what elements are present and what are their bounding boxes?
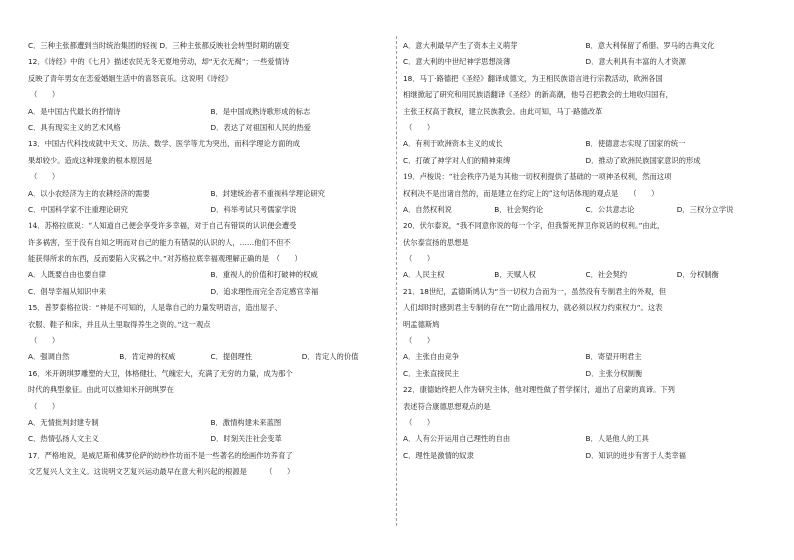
q14-option-b: B．重视人的价值和打破神的权威: [210, 270, 318, 280]
q21-answer-blank: （ ）: [405, 336, 435, 346]
q14-stem-cont: 许多祸害，至于没有自知之明而对自己的能力有错误的认识的人，……他们不但不: [28, 237, 291, 247]
q17-stem: 17．严格地说，是威尼斯和佛罗伦萨的纺纱作坊而不是一些著名的绘画作坊养育了: [28, 450, 293, 460]
q13-option-c: C．中国科学家不注重理论研究: [28, 204, 128, 214]
q15-stem: 15．普罗泰格拉说：“神是不可知的，人是靠自己的力量发明语言，造出屋子、: [28, 303, 282, 313]
q13-answer-blank: （ ）: [30, 172, 60, 182]
q13-options-ab: [28, 186, 393, 202]
q12-options-cd: [28, 120, 393, 136]
q15-option-c: C．提倡理性: [210, 352, 253, 362]
q22-answer-blank: （ ）: [405, 417, 435, 427]
q16-option-c: C．热情弘扬人文主义: [28, 434, 99, 444]
q21-stem-end: 明孟德斯鸠: [403, 319, 440, 329]
q19-option-c: C．公共意志论: [585, 204, 635, 214]
q16-option-a: A．无情批判封建专制: [28, 417, 99, 427]
q21-options-ab: [403, 349, 768, 365]
q12-stem: 12．《诗经》中的《七月》描述农民无冬无夏地劳动，却“无衣无褐”；一些爱情诗: [28, 57, 290, 67]
q13-option-b: B．封建统治者不重视科学理论研究: [210, 188, 325, 198]
q22-option-b: B．人是他人的工具: [585, 434, 649, 444]
q20-option-a: A．人民主权: [403, 270, 445, 280]
q12-options-ab: [28, 104, 393, 120]
q16-answer-blank: （ ）: [30, 401, 60, 411]
q12-option-d: D．表达了对祖国和人民的热爱: [210, 122, 311, 132]
q16-option-d: D．时刻关注社会变革: [210, 434, 282, 444]
q16-options-cd: [28, 431, 393, 447]
q13-options-cd: [28, 202, 393, 218]
right-column: [403, 38, 768, 464]
q14-option-a: A．人既要自由也要自律: [28, 270, 106, 280]
q18-option-b: B．使德意志实现了国家的统一: [585, 139, 686, 149]
q21-option-a: A．主张自由竞争: [403, 352, 460, 362]
q13-stem-cont: 果却较少。造成这种现象的根本原因是: [28, 155, 153, 165]
left-column: [28, 38, 393, 481]
q20-answer-blank: （ ）: [405, 254, 435, 264]
q19-option-b: B．社会契约论: [494, 204, 544, 214]
q20-option-b: B．天赋人权: [494, 270, 536, 280]
q18-answer-blank: （ ）: [405, 122, 435, 132]
q21-option-c: C．主张直接民主: [403, 368, 460, 378]
q18-option-a: A．有利于欧洲资本主义的成长: [403, 139, 503, 149]
q12-option-b: B．是中国成熟诗歌形成的标志: [210, 106, 311, 116]
q14-options-cd: [28, 284, 393, 300]
q13-option-a: A．以小农经济为主的农耕经济的需要: [28, 188, 150, 198]
q21-option-d: D．主张分权制衡: [585, 368, 643, 378]
q22-option-a: A．人有公开运用自己理性的自由: [403, 434, 511, 444]
q11-option-cd: C．三种主张都遭到当时统治集团的轻视 D．三种主张都反映社会转型时期的剧变: [28, 41, 290, 50]
q18-options-ab: [403, 136, 768, 152]
q12-stem-cont: 反映了青年男女在恋爱婚姻生活中的喜怒哀乐。这说明《诗经》: [28, 73, 233, 83]
q18-stem-cont: 相继掀起了研究和用民族语翻译《圣经》的新高潮，他号召把教会的土地收归国有，: [403, 90, 673, 100]
q17-option-c: C．意大利的中世纪神学思想淡薄: [403, 57, 511, 67]
q22-options-ab: [403, 431, 768, 447]
q14-option-c: C．倡导幸福从知识中来: [28, 286, 107, 296]
q20-option-c: C．社会契约: [585, 270, 628, 280]
q21-options-cd: [403, 366, 768, 382]
q19-option-d: D．三权分立学说: [676, 204, 734, 214]
q18-stem: 18．马丁·路德把《圣经》翻译成德文，为王相民族语言进行宗教活动，欧洲各国: [403, 73, 663, 83]
q15-stem-cont: 衣服、鞋子和床，并且从土里取得养生之资的。”这一观点: [28, 319, 211, 329]
q20-options: [403, 267, 768, 283]
q14-stem-end: 能获得所求的东西，反而要陷入灾祸之中。”对苏格拉底幸福观理解正确的是 （ ）: [28, 254, 302, 264]
q15-options: [28, 349, 393, 365]
q19-options: [403, 202, 768, 218]
q14-stem: 14．苏格拉底说：“人知道自己便会享受许多幸福，对于自己有错误的认识便会遭受: [28, 221, 297, 231]
q14-option-d: D．追求理性而完全否定感官幸福: [210, 286, 319, 296]
q18-stem-end: 主张王权高于教权，建立民族教会。由此可知，马丁·路德改革: [403, 106, 603, 116]
q17-stem-cont: 文艺复兴人文主义。这说明文艺复兴运动最早在意大利兴起的根源是 （ ）: [28, 467, 295, 477]
q17-option-b: B．意大利保留了希腊、罗马的古典文化: [585, 41, 715, 50]
q15-option-a: A．强调自然: [28, 352, 70, 362]
q18-options-cd: [403, 153, 768, 169]
q18-option-d: D．推动了欧洲民族国家意识的形成: [585, 155, 701, 165]
q17-option-a: A．意大利最早产生了资本主义萌芽: [403, 41, 518, 50]
q22-stem-cont: 表述符合康德思想观点的是: [403, 401, 491, 411]
q17-options-ab: [403, 38, 768, 54]
q14-options-ab: [28, 267, 393, 283]
q20-option-d: D．分权制衡: [676, 270, 719, 280]
q20-stem: 20．伏尔泰说，“我不同意你说的每一个字，但我誓死捍卫你说话的权利。”由此，: [403, 221, 665, 231]
column-divider: [396, 36, 397, 526]
q18-option-c: C．打破了神学对人们的精神束缚: [403, 155, 511, 165]
q16-option-b: B．激情构建未来蓝图: [210, 417, 282, 427]
q12-option-c: C．具有现实主义的艺术风格: [28, 122, 121, 132]
q21-stem: 21．18世纪，孟德斯鸠认为“当一切权力合而为一，虽然没有专制君主的外观，但: [403, 286, 667, 296]
q13-option-d: D．科举考试只考儒家学说: [210, 204, 297, 214]
q12-answer-blank: （ ）: [30, 90, 60, 100]
q19-stem: 19．卢梭说：“社会秩序乃是为其他一切权利提供了基础的一项神圣权利，然而这项: [403, 172, 672, 182]
q21-stem-cont: 人们却时时感到君主专制的存在”“防止滥用权力，就必须以权力约束权力”。这表: [403, 303, 663, 313]
q16-options-ab: [28, 415, 393, 431]
q22-stem: 22．康德始终把人作为研究主体，他对理性做了哲学探讨，道出了启蒙的真谛。下列: [403, 385, 675, 395]
q15-answer-blank: （ ）: [30, 336, 60, 346]
q20-stem-cont: 伏尔泰宣扬的思想是: [403, 237, 469, 247]
q15-option-b: B．肯定神的权威: [119, 352, 176, 362]
q16-stem: 16．米开朗琪罗雕塑的大卫，体格健壮、气魄宏大，充满了无穷的力量，成为那个: [28, 368, 293, 378]
q15-option-d: D．肯定人的价值: [301, 352, 359, 362]
q22-option-c: C．理性是激情的奴隶: [403, 450, 474, 460]
q17-option-d: D．意大利具有丰富的人才资源: [585, 57, 686, 67]
q13-stem: 13．中国古代科技成就中天文、历法、数学、医学等尤为突出，而科学理论方面的成: [28, 139, 300, 149]
q19-option-a: A．自然权利说: [403, 204, 452, 214]
q21-option-b: B．寄望开明君主: [585, 352, 642, 362]
q22-option-d: D．知识的进步有害于人类幸福: [585, 450, 686, 460]
q17-options-cd: [403, 54, 768, 70]
q16-stem-cont: 时代的典型象征。由此可以推知米开朗琪罗在: [28, 385, 174, 395]
q22-options-cd: [403, 448, 768, 464]
q12-option-a: A．是中国古代最长的抒情诗: [28, 106, 121, 116]
q19-stem-cont: 权利决不是出诸自然的，而是建立在约定上的”这句话体现的观点是 （ ）: [403, 188, 659, 198]
